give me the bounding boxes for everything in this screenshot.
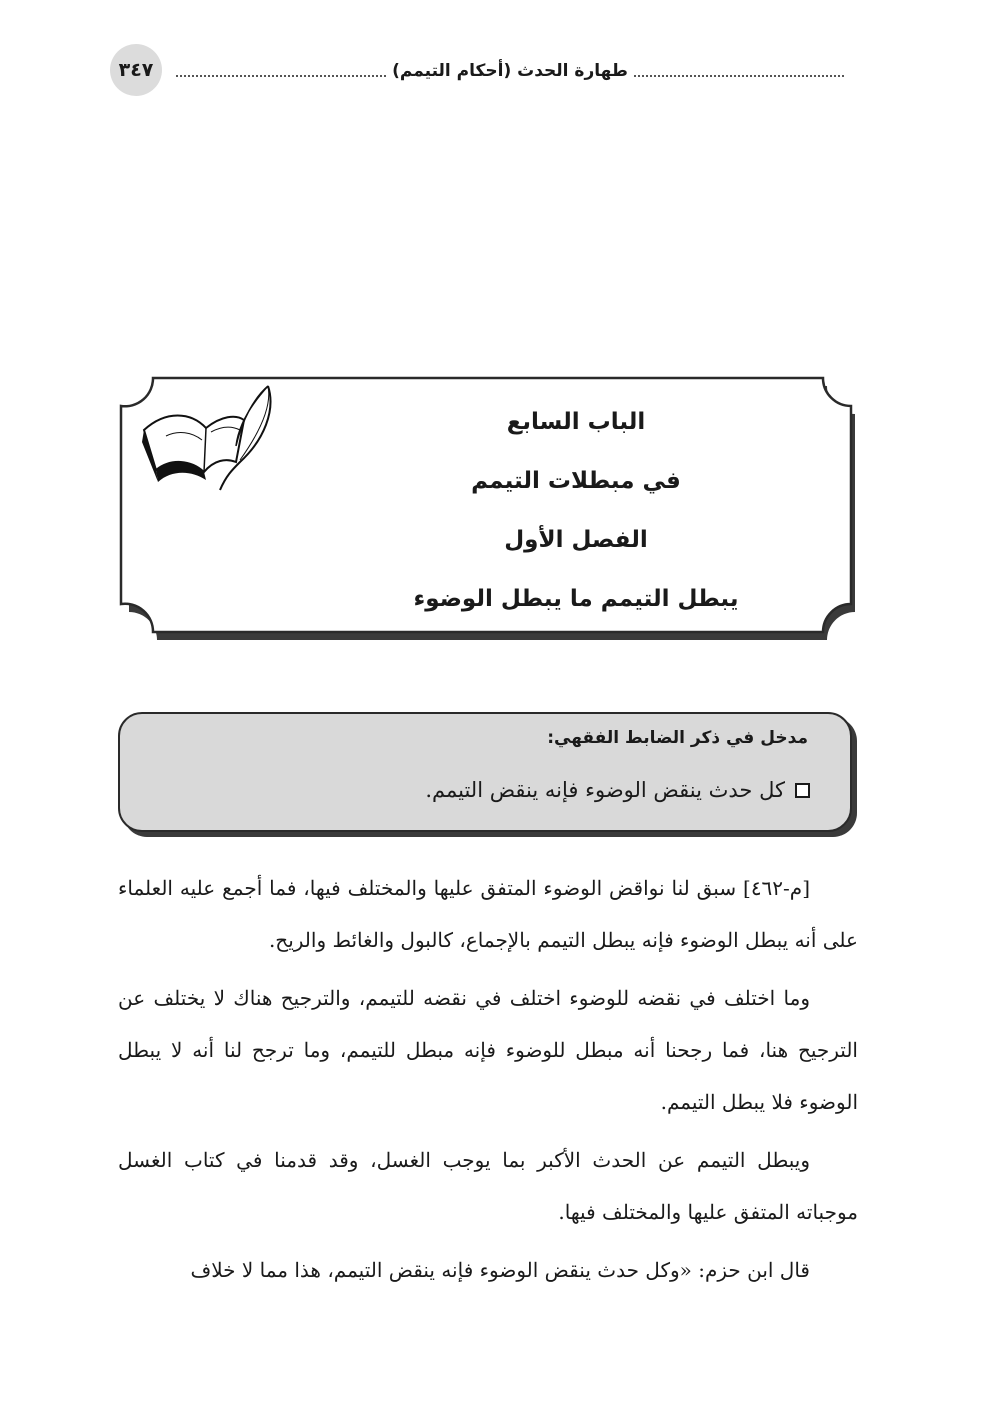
paragraph: وما اختلف في نقضه للوضوء اختلف في نقضه للتيمم، والترجيح هناك لا يختلف عن الترجيح هنا، فما رجحنا أنه مبطل للوضوء فإنه مبطل للتيمم، وما ترجح لنا أنه لا يبطل الوضوء فلا يبطل التيمم. <box>118 986 858 1114</box>
chapter-heading <box>366 402 786 638</box>
open-book-with-quill-icon <box>136 380 276 500</box>
rule-heading: مدخل في ذكر الضابط الفقهي: <box>547 728 808 748</box>
chapter-title-frame <box>116 372 860 646</box>
running-title: طهارة الحدث (أحكام التيمم) <box>392 61 628 81</box>
paragraph: [م-٤٦٢] سبق لنا نواقض الوضوء المتفق عليها والمختلف فيها، فما أجمع عليه العلماء على أنه يبطل الوضوء فإنه يبطل التيمم بالإجماع، كالبول والغائط والريح. <box>118 876 858 952</box>
chapter-line: يبطل التيمم ما يبطل الوضوء <box>413 586 739 612</box>
checkbox-icon <box>795 783 810 798</box>
chapter-line: الباب السابع <box>506 409 646 435</box>
running-header <box>176 58 844 84</box>
header-dots-right <box>634 75 844 77</box>
paragraph: ويبطل التيمم عن الحدث الأكبر بما يوجب الغسل، وقد قدمنا في كتاب الغسل موجباته المتفق عليها والمختلف فيها. <box>118 1148 858 1224</box>
chapter-line: في مبطلات التيمم <box>471 468 681 494</box>
body-text <box>118 862 858 1302</box>
paragraph: قال ابن حزم: «وكل حدث ينقض الوضوء فإنه ينقض التيمم، هذا مما لا خلاف <box>190 1258 810 1282</box>
rule-line <box>425 778 810 802</box>
rule-box <box>118 712 852 832</box>
page-number: ٣٤٧ <box>110 44 162 96</box>
rule-text: كل حدث ينقض الوضوء فإنه ينقض التيمم. <box>425 778 785 802</box>
chapter-line: الفصل الأول <box>504 527 648 553</box>
header-dots-left <box>176 75 386 77</box>
